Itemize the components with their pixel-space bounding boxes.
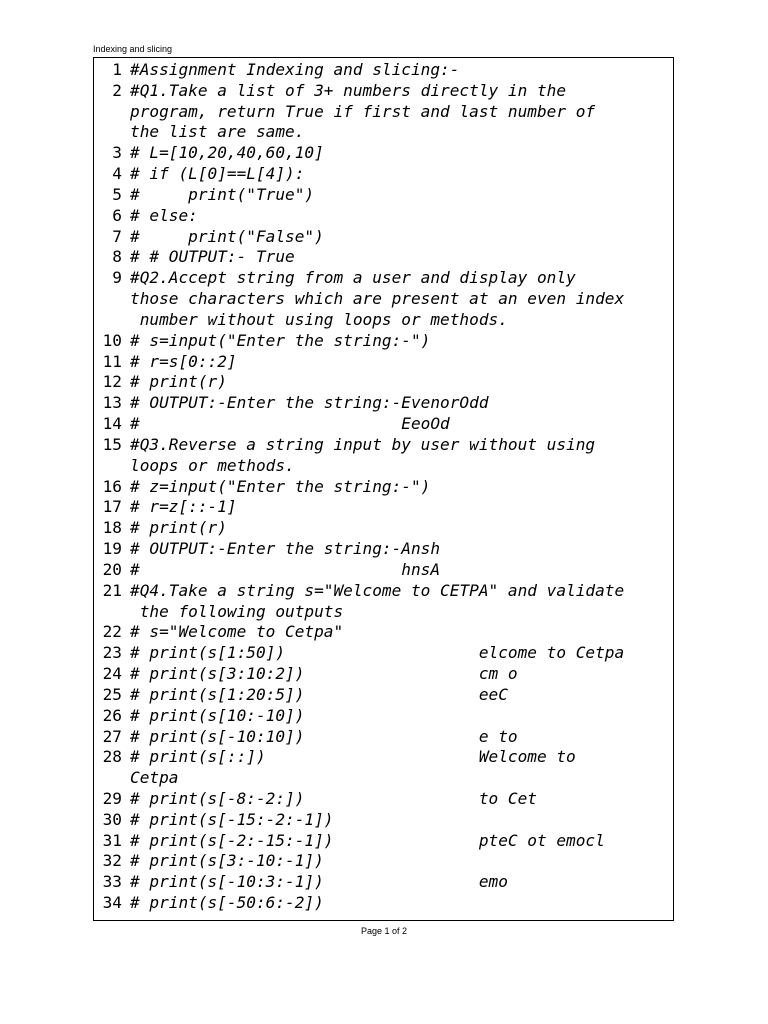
- code-line: [94, 706, 624, 727]
- line-number: 22: [102, 622, 122, 642]
- line-number: 34: [102, 893, 122, 913]
- code-line-text: # s=input("Enter the string:-"): [130, 330, 431, 350]
- line-number: 12: [102, 372, 122, 392]
- code-line: [94, 60, 624, 81]
- code-line-text: # L=[10,20,40,60,10]: [130, 143, 324, 163]
- code-line: [94, 789, 624, 810]
- code-line: [94, 539, 624, 560]
- code-line-text: #Q1.Take a list of 3+ numbers directly in the: [130, 80, 567, 100]
- code-line-text: # print(r): [130, 518, 227, 538]
- line-number: 1: [112, 60, 122, 79]
- code-line: [94, 497, 624, 518]
- code-line-text: # print(r): [130, 372, 227, 392]
- code-line: [94, 872, 624, 893]
- line-number: 14: [102, 414, 122, 434]
- code-line: [94, 581, 624, 602]
- code-line-text: # print(s[-10:3:-1]) emo: [130, 872, 508, 892]
- code-line: [94, 310, 624, 331]
- code-line: [94, 727, 624, 748]
- line-number: 20: [102, 559, 122, 579]
- line-number: 16: [102, 476, 122, 496]
- code-line: [94, 143, 624, 164]
- code-line: [94, 185, 624, 206]
- code-line-text: # print(s[3:10:2]) cm o: [130, 664, 518, 684]
- code-line-text: those characters which are present at an even index: [130, 289, 625, 309]
- code-line: [94, 685, 624, 706]
- code-line: [94, 81, 624, 102]
- line-number: 15: [102, 434, 122, 454]
- code-line: [94, 331, 624, 352]
- page-number: Page 1 of 2: [360, 926, 408, 936]
- code-line-text: the list are same.: [130, 122, 305, 142]
- line-number: 25: [102, 684, 122, 704]
- code-line: [94, 247, 624, 268]
- line-number: 8: [112, 247, 122, 267]
- code-text: [94, 60, 624, 914]
- code-line: [94, 352, 624, 373]
- code-line-text: # else:: [130, 205, 198, 225]
- code-line: [94, 477, 624, 498]
- code-line-text: # if (L[0]==L[4]):: [130, 164, 305, 184]
- code-line-text: # z=input("Enter the string:-"): [130, 476, 431, 496]
- line-number: 3: [112, 143, 122, 163]
- line-number: 6: [112, 205, 122, 225]
- code-line-text: # print(s[-50:6:-2]): [130, 893, 324, 913]
- code-line: [94, 664, 624, 685]
- code-line: [94, 643, 624, 664]
- code-line: [94, 456, 624, 477]
- code-line-text: # r=s[0::2]: [130, 351, 237, 371]
- line-number: 23: [102, 643, 122, 663]
- line-number: 2: [112, 80, 122, 100]
- code-line: [94, 622, 624, 643]
- code-line: [94, 560, 624, 581]
- code-listing: [93, 57, 674, 921]
- line-number: 4: [112, 164, 122, 184]
- code-line-text: #Q3.Reverse a string input by user without using: [130, 434, 596, 454]
- line-number: 29: [102, 788, 122, 808]
- line-number: 30: [102, 809, 122, 829]
- code-line-text: # print(s[1:20:5]) eeC: [130, 684, 508, 704]
- code-line: [94, 831, 624, 852]
- code-line-text: # s="Welcome to Cetpa": [130, 622, 344, 642]
- line-number: 28: [102, 747, 122, 767]
- code-line-text: # print(s[-8:-2:]) to Cet: [130, 788, 537, 808]
- code-line-text: # print(s[-15:-2:-1]): [130, 809, 334, 829]
- code-line-text: # print(s[-2:-15:-1]) pteC ot emocl: [130, 830, 605, 850]
- code-line-text: # hnsA: [130, 559, 441, 579]
- code-line-text: #Q2.Accept string from a user and display only: [130, 268, 576, 288]
- line-number: 31: [102, 830, 122, 850]
- code-line-text: # OUTPUT:-Enter the string:-Ansh: [130, 539, 441, 559]
- code-line-text: # r=z[::-1]: [130, 497, 237, 517]
- line-number: 7: [112, 226, 122, 246]
- code-line: [94, 393, 624, 414]
- code-line-text: # print(s[3:-10:-1]): [130, 851, 324, 871]
- code-line: [94, 851, 624, 872]
- code-line-text: # OUTPUT:-Enter the string:-EvenorOdd: [130, 393, 489, 413]
- code-line-text: # print(s[1:50]) elcome to Cetpa: [130, 643, 625, 663]
- line-number: 5: [112, 184, 122, 204]
- code-line-text: #Q4.Take a string s="Welcome to CETPA" and validate: [130, 580, 625, 600]
- document-header: Indexing and slicing: [93, 44, 173, 54]
- code-line: [94, 164, 624, 185]
- line-number: 19: [102, 539, 122, 559]
- line-number: 24: [102, 664, 122, 684]
- line-number: 10: [102, 330, 122, 350]
- code-line: [94, 122, 624, 143]
- code-line-text: # print("False"): [130, 226, 324, 246]
- code-line-text: number without using loops or methods.: [130, 309, 508, 329]
- code-line: [94, 206, 624, 227]
- code-line-text: Cetpa: [130, 768, 179, 788]
- code-line-text: #Assignment Indexing and slicing:-: [130, 60, 460, 79]
- code-line-text: # # OUTPUT:- True: [130, 247, 295, 267]
- code-line: [94, 102, 624, 123]
- code-line: [94, 289, 624, 310]
- code-line: [94, 602, 624, 623]
- code-line: [94, 414, 624, 435]
- line-number: 32: [102, 851, 122, 871]
- code-line-text: loops or methods.: [130, 455, 295, 475]
- code-line: [94, 435, 624, 456]
- line-number: 21: [102, 580, 122, 600]
- code-line-text: # print(s[-10:10]) e to: [130, 726, 518, 746]
- code-line: [94, 893, 624, 914]
- code-line: [94, 768, 624, 789]
- line-number: 18: [102, 518, 122, 538]
- line-number: 9: [112, 268, 122, 288]
- line-number: 33: [102, 872, 122, 892]
- code-line-text: # print(s[::]) Welcome to: [130, 747, 576, 767]
- code-line-text: the following outputs: [130, 601, 344, 621]
- code-line: [94, 810, 624, 831]
- code-line: [94, 268, 624, 289]
- code-line-text: # print("True"): [130, 184, 315, 204]
- code-line: [94, 372, 624, 393]
- line-number: 27: [102, 726, 122, 746]
- code-line-text: # EeoOd: [130, 414, 450, 434]
- line-number: 13: [102, 393, 122, 413]
- code-line: [94, 227, 624, 248]
- line-number: 17: [102, 497, 122, 517]
- line-number: 26: [102, 705, 122, 725]
- line-number: 11: [102, 351, 122, 371]
- code-line-text: # print(s[10:-10]): [130, 705, 305, 725]
- code-line: [94, 518, 624, 539]
- code-line-text: program, return True if first and last number of: [130, 101, 596, 121]
- code-line: [94, 747, 624, 768]
